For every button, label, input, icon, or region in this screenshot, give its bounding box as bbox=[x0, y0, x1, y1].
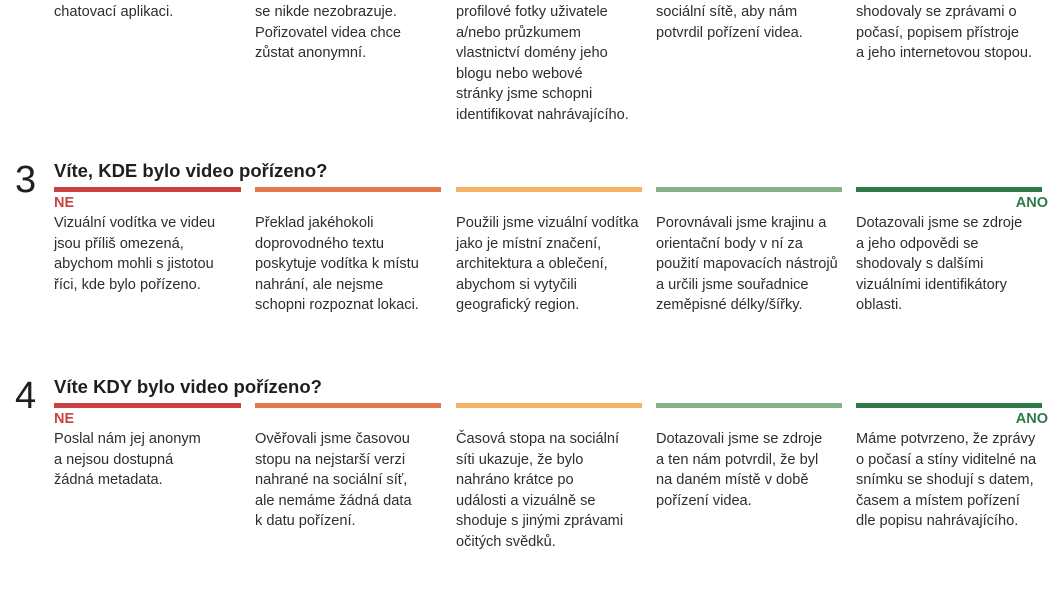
answer-4: Porovnávali jsme krajinu a orientační body v ní za použití mapovacích nástrojů a určili jsme souřadnice zeměpisné délky/šířky. bbox=[656, 215, 838, 314]
answer-5: Dotazovali jsme se zdroje a jeho odpovědi se shodovaly s dalšími vizuálními identifikátory oblasti. bbox=[856, 215, 1023, 314]
section-number: 4 bbox=[15, 375, 37, 417]
answer-1: Vizuální vodítka ve videu jsou příliš omezená, abychom mohli s jistotou říci, kde bylo pořízeno. bbox=[54, 215, 216, 293]
top-answer-4: sociální sítě, aby nám potvrdil pořízení videa. bbox=[656, 4, 803, 41]
scale-bar-4 bbox=[656, 187, 842, 192]
scale-bar-4 bbox=[656, 403, 842, 408]
scale-bar-3 bbox=[456, 187, 642, 192]
section-number: 3 bbox=[15, 159, 37, 201]
scale-bar-2 bbox=[255, 187, 441, 192]
top-answer-3: profilové fotky uživatele a/nebo průzkumem vlastnictví domény jeho blogu nebo webové stránky jsme schopni identifikovat nahrávajícího. bbox=[456, 4, 629, 123]
ne-label: NE bbox=[54, 411, 75, 427]
top-answer-1: chatovací aplikaci. bbox=[54, 4, 174, 20]
section-when bbox=[0, 376, 1050, 586]
scale-bar-3 bbox=[456, 403, 642, 408]
answer-5: Máme potvrzeno, že zprávy o počasí a stíny viditelné na snímku se shodují s datem, časem a místem pořízení dle popisu nahrávajícího. bbox=[856, 431, 1037, 530]
section-question: Víte KDY bylo video pořízeno? bbox=[54, 376, 322, 397]
scale-bar-2 bbox=[255, 403, 441, 408]
answer-4: Dotazovali jsme se zdroje a ten nám potvrdil, že byl na daném místě v době pořízení videa. bbox=[656, 431, 823, 509]
ano-label: ANO bbox=[1015, 411, 1048, 427]
answer-3: Použili jsme vizuální vodítka jako je místní značení, architektura a oblečení, abychom si vytyčili geografický region. bbox=[456, 215, 639, 314]
scale-bar-5 bbox=[856, 403, 1042, 408]
section-question: Víte, KDE bylo video pořízeno? bbox=[54, 160, 328, 181]
section-where bbox=[0, 160, 1050, 370]
top-answer-5: shodovaly se zprávami o počasí, popisem přístroje a jeho internetovou stopou. bbox=[856, 4, 1033, 62]
top-answer-2: se nikde nezobrazuje. Pořizovatel videa chce zůstat anonymní. bbox=[255, 4, 402, 62]
answer-2: Ověřovali jsme časovou stopu na nejstarší verzi nahrané na sociální síť, ale nemáme žádná data k datu pořízení. bbox=[255, 431, 412, 530]
ne-label: NE bbox=[54, 195, 75, 211]
answer-2: Překlad jakéhokoli doprovodného textu poskytuje vodítka k místu nahrání, ale nejsme schopni rozpoznat lokaci. bbox=[255, 215, 419, 314]
scale-bar-1 bbox=[54, 403, 241, 408]
answer-3: Časová stopa na sociální síti ukazuje, že bylo nahráno krátce po události a vizuálně se shoduje s jinými zprávami očitých svědků. bbox=[456, 431, 624, 550]
ano-label: ANO bbox=[1015, 195, 1048, 211]
answer-1: Poslal nám jej anonym a nejsou dostupná žádná metadata. bbox=[54, 431, 201, 489]
scale-bar-5 bbox=[856, 187, 1042, 192]
scale-bar-1 bbox=[54, 187, 241, 192]
